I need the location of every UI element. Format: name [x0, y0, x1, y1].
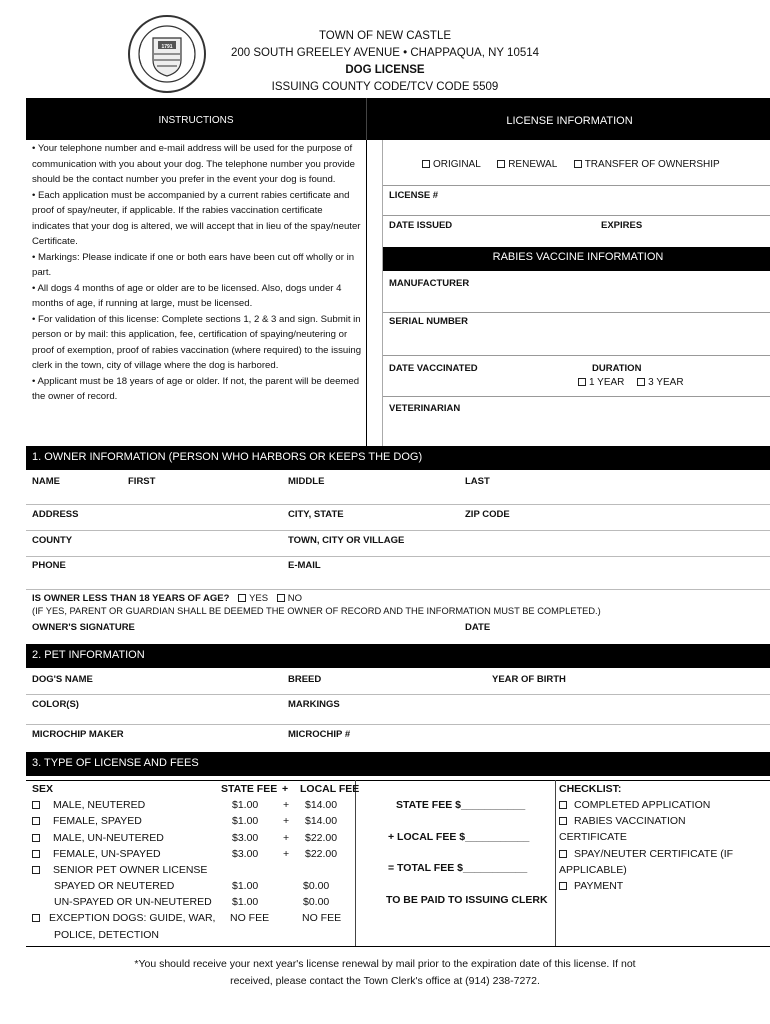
checklist-title: CHECKLIST:: [559, 783, 622, 795]
duration-label: DURATION: [592, 363, 642, 374]
fee-option-female-spayed[interactable]: FEMALE, SPAYED: [32, 815, 142, 827]
footer-note-line1: *You should receive your next year's license renewal by mail prior to the expiration date of this license. If not: [134, 958, 636, 970]
state-fee-value: NO FEE: [230, 912, 270, 924]
state-fee-value: $3.00: [232, 832, 259, 844]
manufacturer-field[interactable]: MANUFACTURER: [389, 278, 470, 289]
fee-option-female-un-spayed[interactable]: FEMALE, UN-SPAYED: [32, 848, 161, 860]
senior-unspayed-label: UN-SPAYED OR UN-NEUTERED: [54, 896, 212, 908]
dog-name-field[interactable]: DOG'S NAME: [32, 674, 93, 685]
local-fee-value: $22.00: [305, 832, 338, 844]
duration-options: [578, 377, 684, 388]
fee-option-senior[interactable]: SENIOR PET OWNER LICENSE: [32, 864, 207, 876]
county-field[interactable]: COUNTY: [32, 535, 73, 546]
instruction-item: • All dogs 4 months of age or older are to be licensed. Also, dogs under 4 months of age, if running at large, must be licensed.: [32, 282, 342, 309]
license-type-options: [422, 159, 720, 170]
instruction-item: • For validation of this license: Complete sections 1, 2 & 3 and sign. Submit in person or by mail: this application, fee, certification of spaying/neutering or proof of exemption, proof of rabies vaccination (where required) to the issuing clerk in the town, city of village where the dog is harbored.: [32, 313, 362, 371]
breed-field[interactable]: BREED: [288, 674, 322, 685]
fee-option-male-un-neutered[interactable]: MALE, UN-NEUTERED: [32, 832, 164, 844]
name-label: NAME: [32, 476, 60, 487]
license-info-heading: LICENSE INFORMATION: [506, 115, 633, 127]
fee-option-exception[interactable]: EXCEPTION DOGS: GUIDE, WAR,: [32, 912, 215, 924]
first-name-field[interactable]: FIRST: [128, 476, 156, 487]
instruction-item: • Markings: Please indicate if one or both ears have been cut off wholly or in part.: [32, 251, 355, 278]
phone-field[interactable]: PHONE: [32, 560, 66, 571]
colors-field[interactable]: COLOR(S): [32, 699, 79, 710]
expires-field[interactable]: EXPIRES: [601, 220, 643, 231]
email-field[interactable]: E-MAIL: [288, 560, 321, 571]
paid-to-note: TO BE PAID TO ISSUING CLERK: [386, 894, 548, 906]
state-fee-value: $1.00: [232, 799, 259, 811]
instructions-list: [32, 141, 362, 405]
original-checkbox[interactable]: ORIGINAL: [422, 159, 480, 170]
zip-code-field[interactable]: ZIP CODE: [465, 509, 510, 520]
form-title: DOG LICENSE: [345, 64, 425, 76]
plus-sign: +: [283, 799, 290, 811]
fee-option-male-neutered[interactable]: MALE, NEUTERED: [32, 799, 145, 811]
local-fee-value: NO FEE: [302, 912, 342, 924]
checklist-spay-line2: APPLICABLE): [559, 864, 627, 876]
instruction-item: • Applicant must be 18 years of age or older. If not, the parent will be deemed the owner of record.: [32, 375, 360, 402]
signature-date-field[interactable]: DATE: [465, 622, 491, 633]
rabies-heading: RABIES VACCINE INFORMATION: [492, 251, 664, 263]
pet-section-bar: [26, 644, 770, 668]
middle-name-field[interactable]: MIDDLE: [288, 476, 325, 487]
date-issued-field[interactable]: DATE ISSUED: [389, 220, 453, 231]
microchip-number-field[interactable]: MICROCHIP #: [288, 729, 351, 740]
checklist-application[interactable]: COMPLETED APPLICATION: [559, 799, 710, 811]
town-address: 200 SOUTH GREELEY AVENUE • CHAPPAQUA, NY 10514: [230, 47, 540, 59]
one-year-checkbox[interactable]: 1 YEAR: [578, 377, 624, 388]
town-field[interactable]: TOWN, CITY OR VILLAGE: [288, 535, 405, 546]
senior-spayed-label: SPAYED OR NEUTERED: [54, 880, 175, 892]
plus-header: +: [282, 783, 289, 795]
veterinarian-field[interactable]: VETERINARIAN: [389, 403, 461, 414]
three-year-checkbox[interactable]: 3 YEAR: [637, 377, 683, 388]
state-fee-value: $1.00: [232, 880, 259, 892]
plus-sign: +: [283, 832, 290, 844]
checklist-spay-neuter[interactable]: SPAY/NEUTER CERTIFICATE (IF: [559, 848, 733, 860]
checklist-rabies[interactable]: RABIES VACCINATION: [559, 815, 686, 827]
license-number-field[interactable]: LICENSE #: [389, 190, 439, 201]
local-fee-value: $14.00: [305, 815, 338, 827]
owner-section-bar: [26, 446, 770, 470]
transfer-checkbox[interactable]: TRANSFER OF OWNERSHIP: [574, 159, 720, 170]
address-field[interactable]: ADDRESS: [32, 509, 79, 520]
seal-year: 1791: [161, 44, 173, 50]
local-fee-value: $0.00: [303, 896, 330, 908]
exception-label-2: POLICE, DETECTION: [54, 929, 160, 941]
footer-note-line2: received, please contact the Town Clerk's office at (914) 238-7272.: [230, 975, 540, 987]
county-code: ISSUING COUNTY CODE/TCV CODE 5509: [271, 81, 499, 93]
state-fee-value: $1.00: [232, 815, 259, 827]
local-fee-value: $0.00: [303, 880, 330, 892]
instruction-item: • Your telephone number and e-mail address will be used for the purpose of communication with you about your dog. The telephone number you provide should be the contact number you prefer in the event your dog is found.: [32, 143, 356, 185]
sex-header: SEX: [32, 783, 54, 795]
fees-heading: 3. TYPE OF LICENSE AND FEES: [32, 757, 199, 769]
state-fee-header: STATE FEE: [221, 783, 278, 795]
total-fee-field[interactable]: = TOTAL FEE $___________: [388, 862, 528, 874]
plus-sign: +: [283, 848, 290, 860]
year-of-birth-field[interactable]: YEAR OF BIRTH: [492, 674, 566, 685]
date-vaccinated-field[interactable]: DATE VACCINATED: [389, 363, 478, 374]
pet-heading: 2. PET INFORMATION: [32, 649, 145, 661]
checklist-rabies-line2: CERTIFICATE: [559, 831, 627, 843]
local-fee-value: $22.00: [305, 848, 338, 860]
fees-section-bar: [26, 752, 770, 776]
under-18-note: (IF YES, PARENT OR GUARDIAN SHALL BE DEEMED THE OWNER OF RECORD AND THE INFORMATION MUST BE COMPLETED.): [32, 606, 601, 616]
instructions-heading: INSTRUCTIONS: [158, 115, 234, 126]
state-fee-total-field[interactable]: STATE FEE $___________: [396, 799, 526, 811]
town-name: TOWN OF NEW CASTLE: [318, 30, 452, 42]
state-fee-value: $1.00: [232, 896, 259, 908]
local-fee-value: $14.00: [305, 799, 338, 811]
plus-sign: +: [283, 815, 290, 827]
serial-number-field[interactable]: SERIAL NUMBER: [389, 316, 468, 327]
owner-heading: 1. OWNER INFORMATION (PERSON WHO HARBORS OR KEEPS THE DOG): [32, 451, 423, 463]
markings-field[interactable]: MARKINGS: [288, 699, 340, 710]
yes-checkbox[interactable]: YES: [238, 593, 268, 604]
renewal-checkbox[interactable]: RENEWAL: [497, 159, 557, 170]
checklist-payment[interactable]: PAYMENT: [559, 880, 623, 892]
no-checkbox[interactable]: NO: [277, 593, 302, 604]
city-state-field[interactable]: CITY, STATE: [288, 509, 344, 520]
owner-signature-field[interactable]: OWNER'S SIGNATURE: [32, 622, 135, 633]
last-name-field[interactable]: LAST: [465, 476, 490, 487]
local-fee-total-field[interactable]: + LOCAL FEE $___________: [388, 831, 530, 843]
local-fee-header: LOCAL FEE: [300, 783, 360, 795]
microchip-maker-field[interactable]: MICROCHIP MAKER: [32, 729, 124, 740]
instruction-item: • Each application must be accompanied by a current rabies certificate and proof of spay/neuter, if applicable. If the rabies vaccination certificate indicates that your dog is altered, we will accept that in lieu of the spay/neuter Certificate.: [32, 189, 361, 247]
state-fee-value: $3.00: [232, 848, 259, 860]
under-18-question: IS OWNER LESS THAN 18 YEARS OF AGE? YES NO: [32, 593, 302, 604]
